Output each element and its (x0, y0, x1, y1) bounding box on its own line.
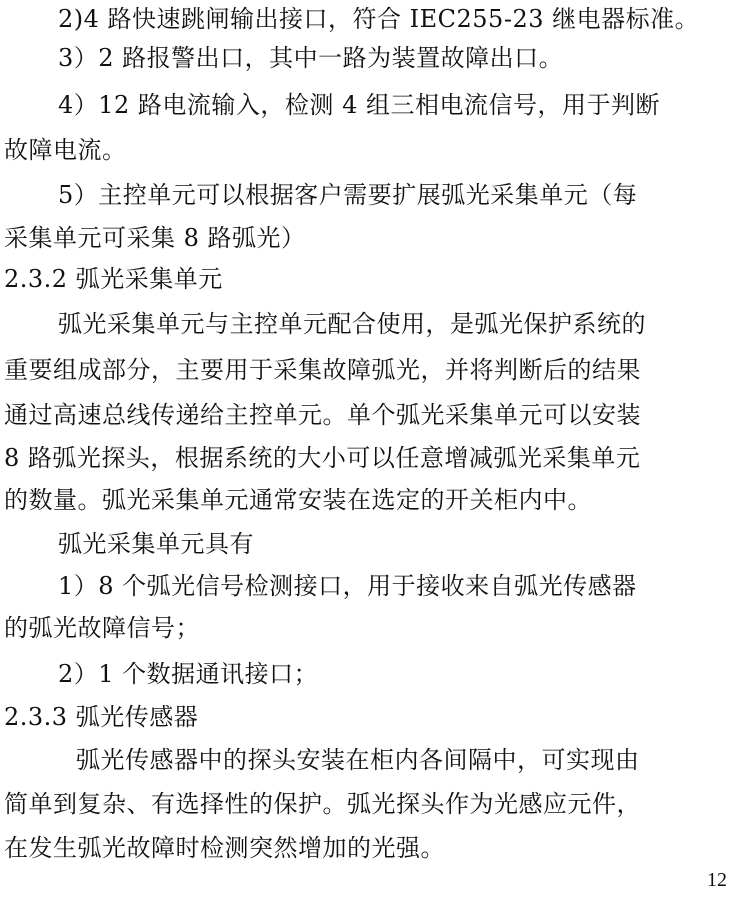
text-line-12: 的数量。弧光采集单元通常安装在选定的开关柜内中。 (4, 486, 592, 514)
text-line-18: 弧光传感器中的探头安装在柜内各间隔中，可实现由 (76, 746, 640, 774)
text-line-20: 在发生弧光故障时检测突然增加的光强。 (4, 834, 445, 862)
text-line-15: 的弧光故障信号； (4, 614, 200, 642)
text-line-2: 3）2 路报警出口，其中一路为装置故障出口。 (58, 44, 564, 72)
text-line-4: 故障电流。 (4, 136, 127, 164)
text-line-5: 5）主控单元可以根据客户需要扩展弧光采集单元（每 (58, 181, 638, 209)
text-line-13: 弧光采集单元具有 (58, 530, 254, 558)
section-heading-2-3-3: 2.3.3 弧光传感器 (4, 703, 199, 731)
text-line-14: 1）8 个弧光信号检测接口，用于接收来自弧光传感器 (58, 572, 637, 600)
text-line-3: 4）12 路电流输入，检测 4 组三相电流信号，用于判断 (58, 91, 660, 119)
text-line-11: 8 路弧光探头，根据系统的大小可以任意增减弧光采集单元 (4, 444, 641, 472)
section-heading-2-3-2: 2.3.2 弧光采集单元 (4, 265, 223, 293)
text-line-10: 通过高速总线传递给主控单元。单个弧光采集单元可以安装 (4, 401, 641, 429)
text-line-19: 简单到复杂、有选择性的保护。弧光探头作为光感应元件， (4, 790, 641, 818)
text-line-1: 2)4 路快速跳闸输出接口，符合 IEC255-23 继电器标准。 (58, 5, 700, 33)
text-line-6: 采集单元可采集 8 路弧光） (4, 224, 306, 252)
page-number: 12 (707, 869, 727, 891)
text-line-9: 重要组成部分，主要用于采集故障弧光，并将判断后的结果 (4, 356, 641, 384)
text-line-16: 2）1 个数据通讯接口； (58, 660, 319, 688)
text-line-8: 弧光采集单元与主控单元配合使用，是弧光保护系统的 (58, 310, 646, 338)
